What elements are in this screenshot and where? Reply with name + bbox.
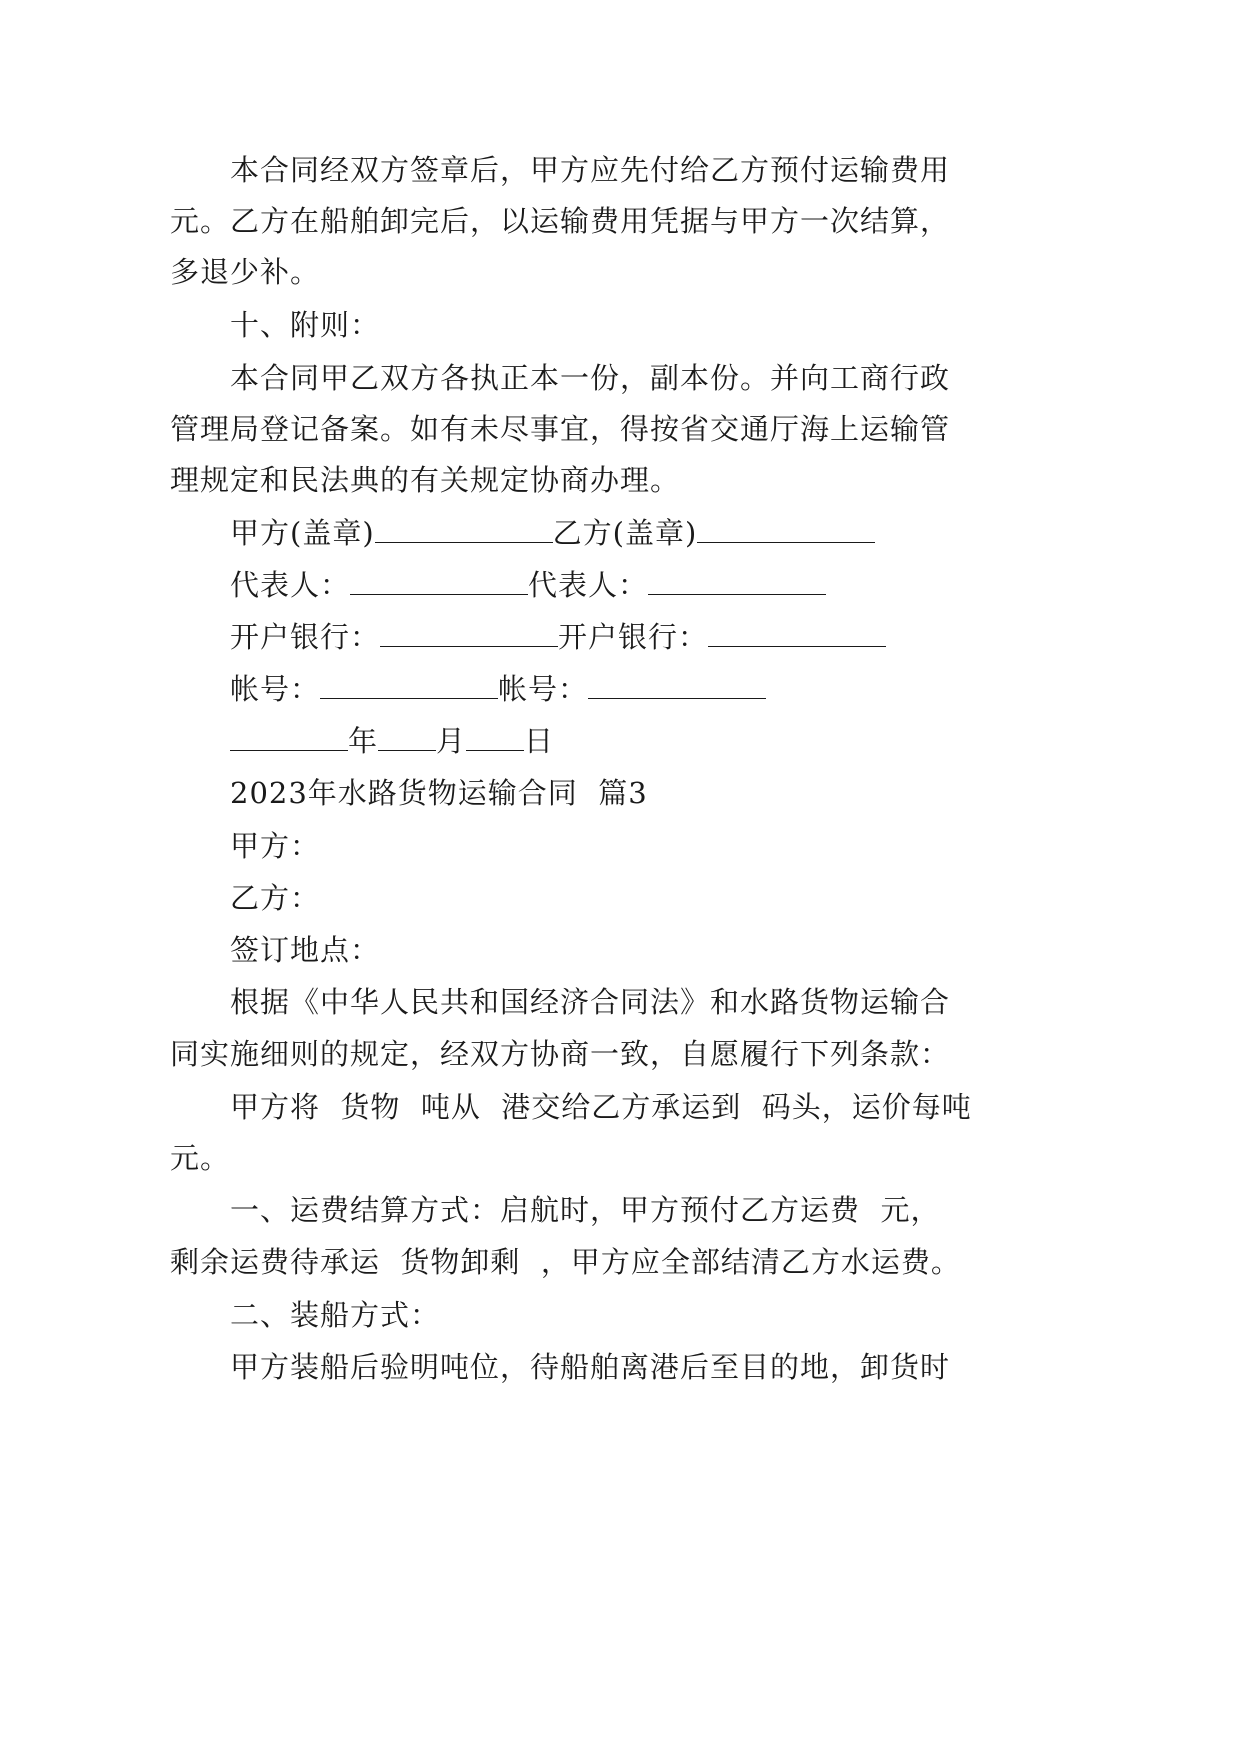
paragraph-line: 理规定和民法典的有关规定协商办理。: [170, 463, 681, 497]
blank-line: [588, 670, 766, 699]
paragraph-line: 同实施细则的规定，经双方协商一致，自愿履行下列条款：: [170, 1037, 951, 1071]
signature-seal-row: [230, 513, 875, 553]
blank-line: [320, 670, 498, 699]
section-title: 2023年水路货物运输合同 篇3: [230, 776, 648, 810]
signature-account-row: [230, 669, 766, 709]
blank-line: [230, 722, 348, 751]
party-b-seal-label: 乙方(盖章): [552, 516, 698, 550]
paragraph-line: 多退少补。: [170, 255, 321, 289]
bank-a-label: 开户银行：: [230, 620, 381, 654]
blank-line: [697, 514, 875, 543]
paragraph-line: 元。乙方在船舶卸完后，以运输费用凭据与甲方一次结算，: [170, 204, 951, 238]
blank-line: [648, 566, 826, 595]
acct-a-label: 帐号：: [230, 672, 321, 706]
blank-line: [350, 566, 528, 595]
paragraph-line: 甲方将 货物 吨从 港交给乙方承运到 码头，运价每吨: [230, 1090, 972, 1124]
paragraph-line: 一、运费结算方式：启航时，甲方预付乙方运费 元，: [230, 1193, 941, 1227]
year-label: 年: [348, 724, 379, 758]
blank-line: [375, 514, 553, 543]
paragraph-line: 剩余运费待承运 货物卸剩 ，甲方应全部结清乙方水运费。: [170, 1245, 961, 1279]
party-a-seal-label: 甲方(盖章): [230, 516, 375, 550]
rep-b-label: 代表人：: [528, 568, 649, 602]
blank-line: [708, 618, 886, 647]
place-field: 签订地点：: [230, 933, 381, 967]
section-heading: 二、装船方式：: [230, 1298, 441, 1332]
party-a-field: 甲方：: [230, 829, 321, 863]
paragraph-line: 根据《中华人民共和国经济合同法》和水路货物运输合: [230, 985, 951, 1019]
paragraph-line: 本合同甲乙双方各执正本一份，副本份。并向工商行政: [230, 361, 951, 395]
paragraph-line: 甲方装船后验明吨位，待船舶离港后至目的地，卸货时: [230, 1350, 951, 1384]
acct-b-label: 帐号：: [498, 672, 589, 706]
rep-a-label: 代表人：: [230, 568, 351, 602]
day-label: 日: [524, 724, 555, 758]
bank-b-label: 开户银行：: [558, 620, 709, 654]
blank-line: [380, 618, 558, 647]
blank-line: [466, 722, 524, 751]
blank-line: [378, 722, 436, 751]
section-heading: 十、附则：: [230, 308, 381, 342]
signature-bank-row: [230, 617, 886, 657]
paragraph-line: 管理局登记备案。如有未尽事宜，得按省交通厅海上运输管: [170, 412, 951, 446]
paragraph-line: 本合同经双方签章后，甲方应先付给乙方预付运输费用: [230, 153, 951, 187]
signature-rep-row: [230, 565, 826, 605]
month-label: 月: [436, 724, 467, 758]
date-row: [230, 721, 554, 761]
paragraph-line: 元。: [170, 1141, 231, 1175]
party-b-field: 乙方：: [230, 881, 321, 915]
